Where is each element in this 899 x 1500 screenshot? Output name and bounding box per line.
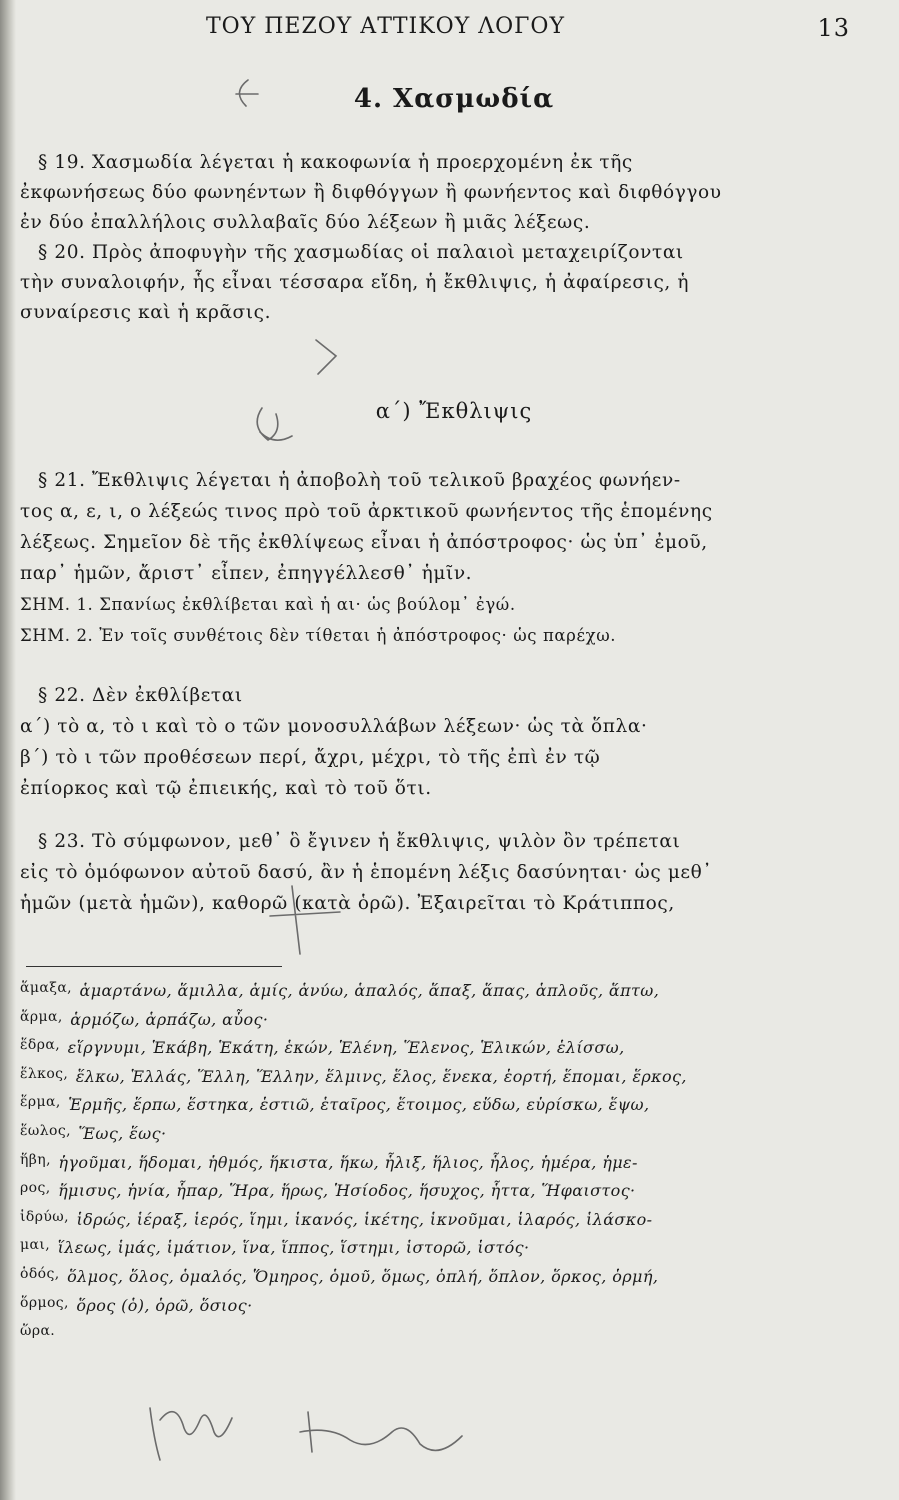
footnote-text: ἕλκω, Ἑλλάς, Ἕλλη, Ἕλλην, ἕλμινς, ἕλος, ἕνεκα, ἑορτή, ἕπομαι, ἕρκος, [75, 1066, 687, 1086]
paragraph-21-line: λέξεως. Σημεῖον δὲ τῆς ἐκθλίψεως εἶναι ἡ ἀπόστροφος· ὡς ὑπ᾽ ἐμοῦ, [20, 532, 708, 553]
paragraph-21-line: τος α, ε, ι, ο λέξεώς τινος πρὸ τοῦ ἀρκτικοῦ φωνήεντος τῆς ἑπομένης [20, 501, 713, 522]
footnote-lead: ἅρμα, [20, 1008, 63, 1025]
footnote-line [20, 1146, 820, 1175]
footnotes [20, 974, 820, 1346]
paragraph-19-line: ἐκφωνήσεως δύο φωνηέντων ἢ διφθόγγων ἢ φωνήεντος καὶ διφθόγγου [20, 182, 722, 203]
book-binding-shadow [0, 0, 16, 1500]
paragraph-20-line: συναίρεσις καὶ ἡ κρᾶσις. [20, 302, 272, 323]
paragraph-23-line: § 23. Τὸ σύμφωνον, μεθ᾽ ὃ ἔγινεν ἡ ἔκθλιψις, ψιλὸν ὂν τρέπεται [38, 831, 681, 852]
subheading-ekthlipsis: α΄) Ἔκθλιψις [375, 399, 533, 423]
footnote-lead: ὥρα. [20, 1323, 56, 1340]
paragraph-21-and-notes [20, 465, 820, 651]
footnote-lead: ἥβη, [20, 1151, 51, 1168]
footnote-text: ἵλεως, ἱμάς, ἱμάτιον, ἵνα, ἵππος, ἵστημι, ἱστορῶ, ἱστός· [57, 1238, 530, 1258]
paragraph-19-line: ἐν δύο ἐπαλλήλοις συλλαβαῖς δύο λέξεων ἢ μιᾶς λέξεως. [20, 212, 591, 233]
footnote-text: εἵργνυμι, Ἑκάβη, Ἑκάτη, ἑκών, Ἑλένη, Ἕλενος, Ἑλικών, ἑλίσσω, [67, 1038, 625, 1058]
footnote-lead: ἕωλος, [20, 1122, 71, 1139]
footnote-line [20, 1203, 820, 1232]
paragraph-21-line: παρ᾽ ἡμῶν, ἄριστ᾽ εἶπεν, ἐπηγγέλλεσθ᾽ ἡμῖν. [20, 563, 473, 584]
footnote-text: ἁμαρτάνω, ἅμιλλα, ἁμίς, ἁνύω, ἁπαλός, ἅπαξ, ἅπας, ἁπλοῦς, ἅπτω, [79, 981, 660, 1000]
paragraph-20-line: § 20. Πρὸς ἀποφυγὴν τῆς χασμωδίας οἱ παλαιοὶ μεταχειρίζονται [38, 242, 684, 263]
footnote-line [20, 1317, 820, 1346]
paragraph-19-line: § 19. Χασμωδία λέγεται ἡ κακοφωνία ἡ προερχομένη ἐκ τῆς [38, 152, 633, 173]
footnote-lead: ἕλκος, [20, 1065, 69, 1082]
footnote-text: ὅλμος, ὅλος, ὁμαλός, Ὅμηρος, ὁμοῦ, ὅμως, ὁπλή, ὅπλον, ὅρκος, ὁρμή, [67, 1266, 659, 1286]
footnote-text: ἱδρώς, ἱέραξ, ἱερός, ἵημι, ἱκανός, ἱκέτης, ἱκνοῦμαι, ἱλαρός, ἱλάσκο- [76, 1209, 653, 1229]
paragraph-23-line: εἰς τὸ ὁμόφωνον αὐτοῦ δασύ, ἂν ἡ ἑπομένη λέξις δασύνηται· ὡς μεθ᾽ [20, 862, 713, 883]
page-number: 13 [817, 14, 850, 42]
footnote-line [20, 1088, 820, 1117]
section-title: 4. Χασμωδία [353, 84, 555, 114]
footnote-lead: ἅμαξα, [20, 980, 73, 996]
note-line: ΣΗΜ. 2. Ἐν τοῖς συνθέτοις δὲν τίθεται ἡ ἀπόστροφος· ὡς παρέχω. [20, 626, 617, 645]
paragraph-23 [20, 826, 820, 919]
footnote-lead: ὁδός, [20, 1265, 60, 1282]
footnote-lead: ὅρμος, [20, 1294, 69, 1311]
paragraph-22-line: β΄) τὸ ι τῶν προθέσεων περί, ἄχρι, μέχρι, τὸ τῆς ἐπὶ ἐν τῷ [20, 747, 601, 768]
paragraph-20-line: τὴν συναλοιφήν, ἧς εἶναι τέσσαρα εἴδη, ἡ ἔκθλιψις, ἡ ἀφαίρεσις, ἡ [20, 272, 690, 293]
footnote-line [20, 1031, 820, 1060]
footnote-line [20, 1003, 820, 1032]
footnote-line [20, 1117, 820, 1146]
footnote-line [20, 1060, 820, 1089]
paragraphs-19-20 [20, 148, 820, 328]
footnote-lead: μαι, [20, 1237, 51, 1254]
footnote-text: ἡγοῦμαι, ἥδομαι, ἡθμός, ἥκιστα, ἥκω, ἧλιξ, ἥλιος, ἧλος, ἡμέρα, ἡμε- [58, 1152, 638, 1172]
footnote-lead: ἕδρα, [20, 1037, 61, 1054]
paragraph-22-line: ἐπίορκος καὶ τῷ ἐπιεικής, καὶ τὸ τοῦ ὅτι. [20, 778, 432, 799]
paragraph-22 [20, 680, 820, 804]
footnote-line [20, 1260, 820, 1289]
footnote-lead: ἱδρύω, [20, 1208, 69, 1225]
note-line: ΣΗΜ. 1. Σπανίως ἐκθλίβεται καὶ ἡ αι· ὡς βούλομ᾽ ἐγώ. [20, 595, 516, 614]
paragraph-23-line: ἡμῶν (μετὰ ἡμῶν), καθορῶ (κατὰ ὁρῶ). Ἐξαιρεῖται τὸ Κράτιππος, [20, 893, 675, 914]
paragraph-21-line: § 21. Ἔκθλιψις λέγεται ἡ ἀποβολὴ τοῦ τελικοῦ βραχέος φωνήεν- [38, 470, 681, 491]
footnote-lead: ἕρμα, [20, 1094, 61, 1111]
footnote-line [20, 1289, 820, 1318]
footnote-text: Ἕως, ἕως· [78, 1123, 167, 1143]
footnote-rule [26, 966, 282, 967]
running-title: ΤΟΥ ΠΕΖΟΥ ΑΤΤΙΚΟΥ ΛΟΓΟΥ [206, 14, 565, 39]
footnote-text: ὅρος (ὁ), ὁρῶ, ὅσιος· [76, 1295, 253, 1315]
footnote-text: ἁρμόζω, ἁρπάζω, αὗος· [70, 1009, 269, 1029]
paragraph-22-line: α΄) τὸ α, τὸ ι καὶ τὸ ο τῶν μονοσυλλάβων λέξεων· ὡς τὰ ὅπλα· [20, 716, 648, 737]
footnote-text: ἥμισυς, ἡνία, ἧπαρ, Ἥρα, ἥρως, Ἡσίοδος, ἥσυχος, ἧττα, Ἥφαιστος· [58, 1181, 636, 1201]
footnote-line [20, 1174, 820, 1203]
footnote-line [20, 1231, 820, 1260]
footnote-line [20, 974, 820, 1003]
paragraph-22-line: § 22. Δὲν ἐκθλίβεται [38, 685, 243, 706]
book-page [18, 0, 890, 1500]
footnote-lead: ρος, [20, 1180, 51, 1197]
footnote-text: Ἑρμῆς, ἕρπω, ἕστηκα, ἑστιῶ, ἑταῖρος, ἕτοιμος, εὕδω, εὑρίσκω, ἕψω, [68, 1095, 650, 1115]
page-header [18, 8, 890, 44]
